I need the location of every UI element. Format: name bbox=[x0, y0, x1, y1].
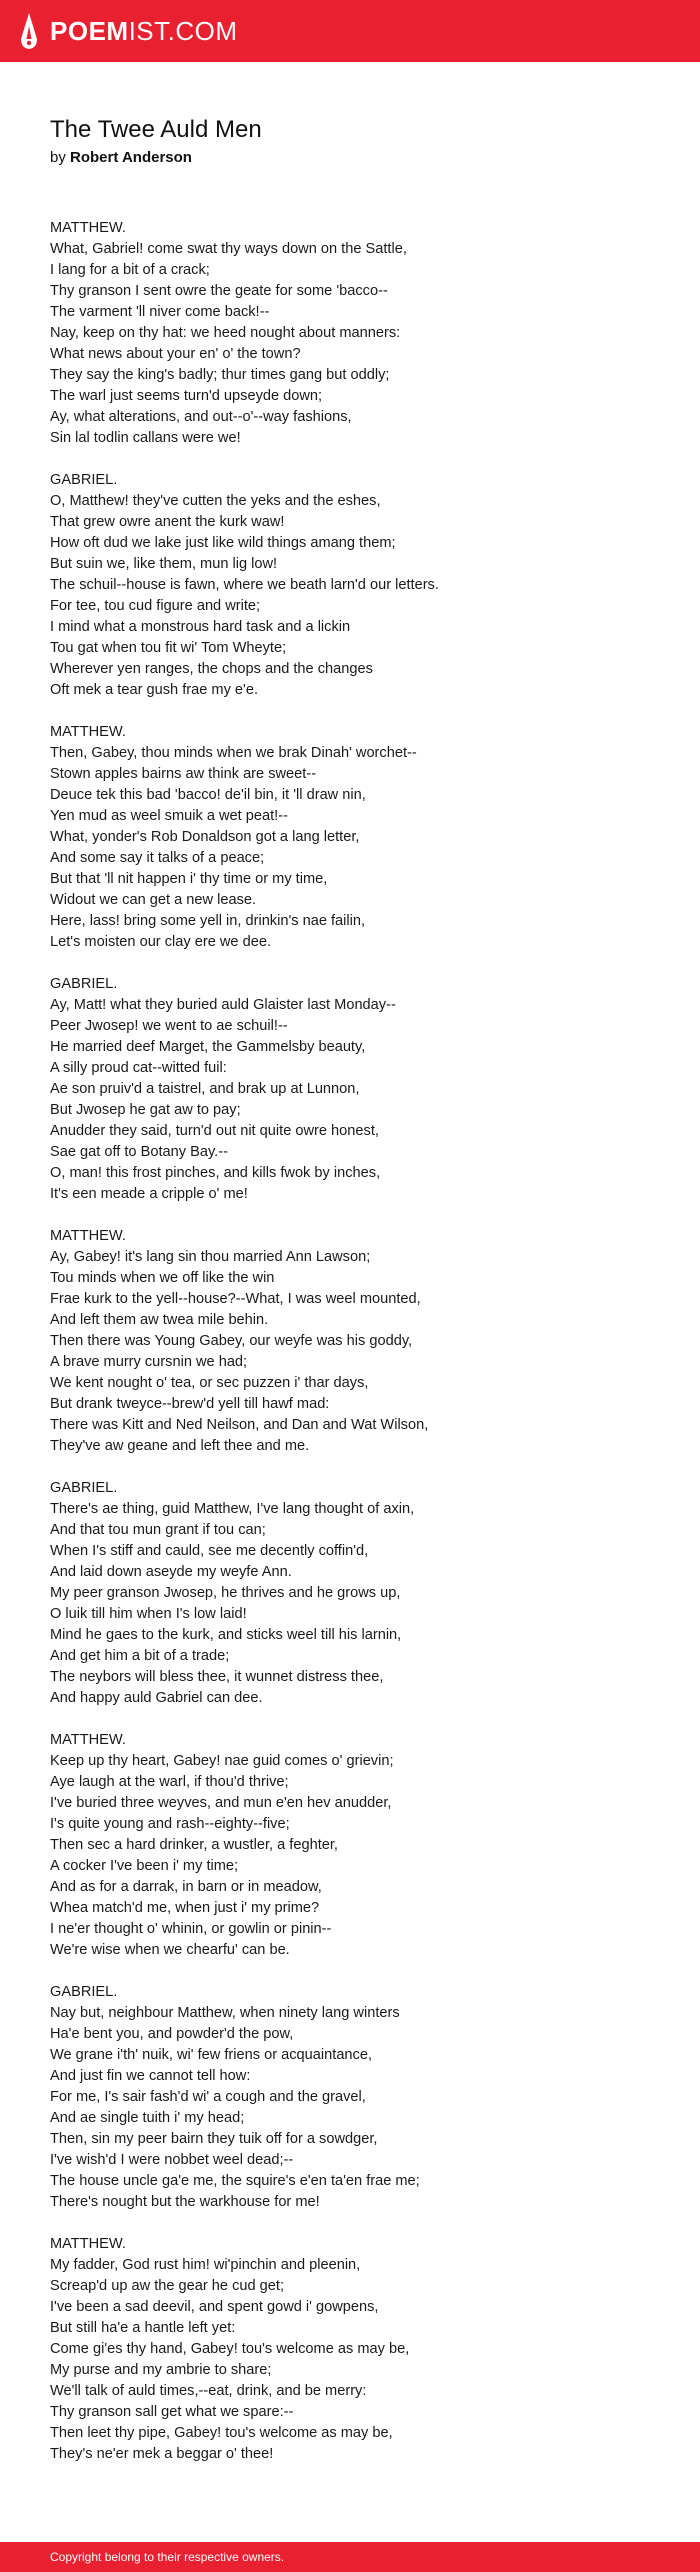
poem-body bbox=[50, 218, 670, 2486]
poem-line: They's ne'er mek a beggar o' thee! bbox=[50, 2446, 274, 2462]
poem-line: O, Matthew! they've cutten the yeks and the eshes, bbox=[50, 493, 381, 509]
stanza bbox=[50, 1226, 670, 1457]
poem-line: We'll talk of auld times,--eat, drink, and be merry: bbox=[50, 2383, 367, 2399]
stanza bbox=[50, 1982, 670, 2213]
poem-line: Here, lass! bring some yell in, drinkin's nae failin, bbox=[50, 913, 366, 929]
poem-line: When I's stiff and cauld, see me decently coffin'd, bbox=[50, 1543, 369, 1559]
speaker-label: MATTHEW. bbox=[50, 1732, 126, 1748]
stanza bbox=[50, 1478, 670, 1709]
poem-line: The schuil--house is fawn, where we beath larn'd our letters. bbox=[50, 577, 439, 593]
poem-line: And get him a bit of a trade; bbox=[50, 1648, 230, 1664]
speaker-label: GABRIEL. bbox=[50, 976, 118, 992]
speaker-label: GABRIEL. bbox=[50, 472, 118, 488]
site-logo-link[interactable] bbox=[50, 18, 238, 44]
stanza bbox=[50, 974, 670, 1205]
poem-line: I've wish'd I were nobbet weel dead;-- bbox=[50, 2152, 294, 2168]
stanza bbox=[50, 1730, 670, 1961]
poem-line: There's nought but the warkhouse for me! bbox=[50, 2194, 320, 2210]
poem-line: But still ha'e a hantle left yet: bbox=[50, 2320, 236, 2336]
poem-line: I lang for a bit of a crack; bbox=[50, 262, 210, 278]
poem-line: Then leet thy pipe, Gabey! tou's welcome as may be, bbox=[50, 2425, 393, 2441]
poem-line: Keep up thy heart, Gabey! nae guid comes o' grievin; bbox=[50, 1753, 394, 1769]
stanza bbox=[50, 722, 670, 953]
by-label: by bbox=[50, 149, 66, 166]
poem-line: I've been a sad deevil, and spent gowd i' gowpens, bbox=[50, 2299, 379, 2315]
speaker-label: MATTHEW. bbox=[50, 1228, 126, 1244]
poem-line: They say the king's badly; thur times gang but oddly; bbox=[50, 367, 390, 383]
author-link[interactable]: Robert Anderson bbox=[70, 149, 192, 166]
poem-line: Ha'e bent you, and powder'd the pow, bbox=[50, 2026, 294, 2042]
poem-line: Nay, keep on thy hat: we heed nought about manners: bbox=[50, 325, 401, 341]
poem-line: What news about your en' o' the town? bbox=[50, 346, 301, 362]
poem-line: I's quite young and rash--eighty--five; bbox=[50, 1816, 290, 1832]
poem-line: He married deef Marget, the Gammelsby beauty, bbox=[50, 1039, 366, 1055]
poem-line: Then sec a hard drinker, a wustler, a feghter, bbox=[50, 1837, 338, 1853]
poem-line: A cocker I've been i' my time; bbox=[50, 1858, 239, 1874]
poem-line: Ay, Gabey! it's lang sin thou married Ann Lawson; bbox=[50, 1249, 371, 1265]
stanza bbox=[50, 218, 670, 449]
poem-line: Ay, Matt! what they buried auld Glaister last Monday-- bbox=[50, 997, 396, 1013]
poem-line: There's ae thing, guid Matthew, I've lang thought of axin, bbox=[50, 1501, 415, 1517]
speaker-label: MATTHEW. bbox=[50, 2236, 126, 2252]
speaker-label: GABRIEL. bbox=[50, 1480, 118, 1496]
poem-line: Then, sin my peer bairn they tuik off for a sowdger, bbox=[50, 2131, 378, 2147]
poem-line: Stown apples bairns aw think are sweet-- bbox=[50, 766, 317, 782]
poem-line: Frae kurk to the yell--house?--What, I was weel mounted, bbox=[50, 1291, 421, 1307]
speaker-label: MATTHEW. bbox=[50, 220, 126, 236]
poem-line: But that 'll nit happen i' thy time or my time, bbox=[50, 871, 328, 887]
stanza bbox=[50, 2234, 670, 2465]
poem-line: Thy granson I sent owre the geate for some 'bacco-- bbox=[50, 283, 388, 299]
poem-line: Ae son pruiv'd a taistrel, and brak up at Lunnon, bbox=[50, 1081, 360, 1097]
poem-line: Sin lal todlin callans were we! bbox=[50, 430, 241, 446]
poem-line: We kent nought o' tea, or sec puzzen i' thar days, bbox=[50, 1375, 369, 1391]
poem-title: The Twee Auld Men bbox=[50, 116, 262, 143]
poem-line: The warl just seems turn'd upseyde down; bbox=[50, 388, 323, 404]
poem-line: For tee, tou cud figure and write; bbox=[50, 598, 261, 614]
copyright-text: Copyright belong to their respective owners. bbox=[50, 2550, 285, 2564]
poem-line: O, man! this frost pinches, and kills fwok by inches, bbox=[50, 1165, 381, 1181]
poem-line: I've buried three weyves, and mun e'en hev anudder, bbox=[50, 1795, 392, 1811]
poem-line: I ne'er thought o' whinin, or gowlin or pinin-- bbox=[50, 1921, 332, 1937]
poem-line: Yen mud as weel smuik a wet peat!-- bbox=[50, 808, 288, 824]
poem-line: And happy auld Gabriel can dee. bbox=[50, 1690, 263, 1706]
footer bbox=[0, 2542, 700, 2572]
poem-line: Deuce tek this bad 'bacco! de'il bin, it 'll draw nin, bbox=[50, 787, 366, 803]
poem-line: What, yonder's Rob Donaldson got a lang letter, bbox=[50, 829, 360, 845]
poem-line: Ay, what alterations, and out--o'--way fashions, bbox=[50, 409, 352, 425]
poem-line: But Jwosep he gat aw to pay; bbox=[50, 1102, 241, 1118]
poem-line: Whea match'd me, when just i' my prime? bbox=[50, 1900, 320, 1916]
poem-line: Let's moisten our clay ere we dee. bbox=[50, 934, 271, 950]
poem-line: There was Kitt and Ned Neilson, and Dan and Wat Wilson, bbox=[50, 1417, 429, 1433]
poem-line: Tou minds when we off like the win bbox=[50, 1270, 275, 1286]
poem-line: And laid down aseyde my weyfe Ann. bbox=[50, 1564, 292, 1580]
poem-line: My purse and my ambrie to share; bbox=[50, 2362, 272, 2378]
poem-line: And that tou mun grant if tou can; bbox=[50, 1522, 266, 1538]
poem-line: Tou gat when tou fit wi' Tom Wheyte; bbox=[50, 640, 287, 656]
poem-line: I mind what a monstrous hard task and a lickin bbox=[50, 619, 351, 635]
pen-nib-icon bbox=[19, 12, 39, 50]
speaker-label: MATTHEW. bbox=[50, 724, 126, 740]
poem-line: My peer granson Jwosep, he thrives and he grows up, bbox=[50, 1585, 401, 1601]
poem-line: But drank tweyce--brew'd yell till hawf mad: bbox=[50, 1396, 330, 1412]
poem-line: They've aw geane and left thee and me. bbox=[50, 1438, 310, 1454]
poem-line: Anudder they said, turn'd out nit quite owre honest, bbox=[50, 1123, 379, 1139]
poem-line: That grew owre anent the kurk waw! bbox=[50, 514, 285, 530]
poem-line: Nay but, neighbour Matthew, when ninety lang winters bbox=[50, 2005, 400, 2021]
poem-line: Peer Jwosep! we went to ae schuil!-- bbox=[50, 1018, 288, 1034]
poem-line: Come gi'es thy hand, Gabey! tou's welcome as may be, bbox=[50, 2341, 410, 2357]
speaker-label: GABRIEL. bbox=[50, 1984, 118, 2000]
poem-line: O luik till him when I's low laid! bbox=[50, 1606, 247, 1622]
top-bar bbox=[0, 0, 700, 62]
byline bbox=[50, 149, 192, 166]
poem-line: How oft dud we lake just like wild things amang them; bbox=[50, 535, 396, 551]
poem-line: Then, Gabey, thou minds when we brak Dinah' worchet-- bbox=[50, 745, 417, 761]
poem-line: Then there was Young Gabey, our weyfe was his goddy, bbox=[50, 1333, 413, 1349]
poem-line: But suin we, like them, mun lig low! bbox=[50, 556, 278, 572]
brand-light: IST.COM bbox=[128, 16, 238, 46]
poem-line: And some say it talks of a peace; bbox=[50, 850, 265, 866]
poem-line: Mind he gaes to the kurk, and sticks weel till his larnin, bbox=[50, 1627, 402, 1643]
poem-line: The house uncle ga'e me, the squire's e'en ta'en frae me; bbox=[50, 2173, 420, 2189]
poem-line: What, Gabriel! come swat thy ways down on the Sattle, bbox=[50, 241, 407, 257]
poem-line: For me, I's sair fash'd wi' a cough and the gravel, bbox=[50, 2089, 366, 2105]
poem-line: Thy granson sall get what we spare:-- bbox=[50, 2404, 294, 2420]
stanza bbox=[50, 470, 670, 701]
poem-line: We grane i'th' nuik, wi' few friens or acquaintance, bbox=[50, 2047, 373, 2063]
poem-line: Oft mek a tear gush frae my e'e. bbox=[50, 682, 258, 698]
poem-line: A silly proud cat--witted fuil: bbox=[50, 1060, 227, 1076]
poem-line: A brave murry cursnin we had; bbox=[50, 1354, 248, 1370]
poem-line: Widout we can get a new lease. bbox=[50, 892, 257, 908]
poem-line: And as for a darrak, in barn or in meadow, bbox=[50, 1879, 322, 1895]
poem-line: And ae single tuith i' my head; bbox=[50, 2110, 245, 2126]
poem-line: It's een meade a cripple o' me! bbox=[50, 1186, 248, 1202]
poem-line: And just fin we cannot tell how: bbox=[50, 2068, 251, 2084]
poem-line: And left them aw twea mile behin. bbox=[50, 1312, 269, 1328]
poem-line: Screap'd up aw the gear he cud get; bbox=[50, 2278, 285, 2294]
brand-bold: POEM bbox=[50, 16, 129, 46]
poem-line: Wherever yen ranges, the chops and the changes bbox=[50, 661, 373, 677]
poem-line: We're wise when we chearfu' can be. bbox=[50, 1942, 290, 1958]
poem-line: Aye laugh at the warl, if thou'd thrive; bbox=[50, 1774, 289, 1790]
poem-line: The neybors will bless thee, it wunnet distress thee, bbox=[50, 1669, 384, 1685]
poem-line: Sae gat off to Botany Bay.-- bbox=[50, 1144, 228, 1160]
poem-line: The varment 'll niver come back!-- bbox=[50, 304, 270, 320]
poem-line: My fadder, God rust him! wi'pinchin and pleenin, bbox=[50, 2257, 361, 2273]
